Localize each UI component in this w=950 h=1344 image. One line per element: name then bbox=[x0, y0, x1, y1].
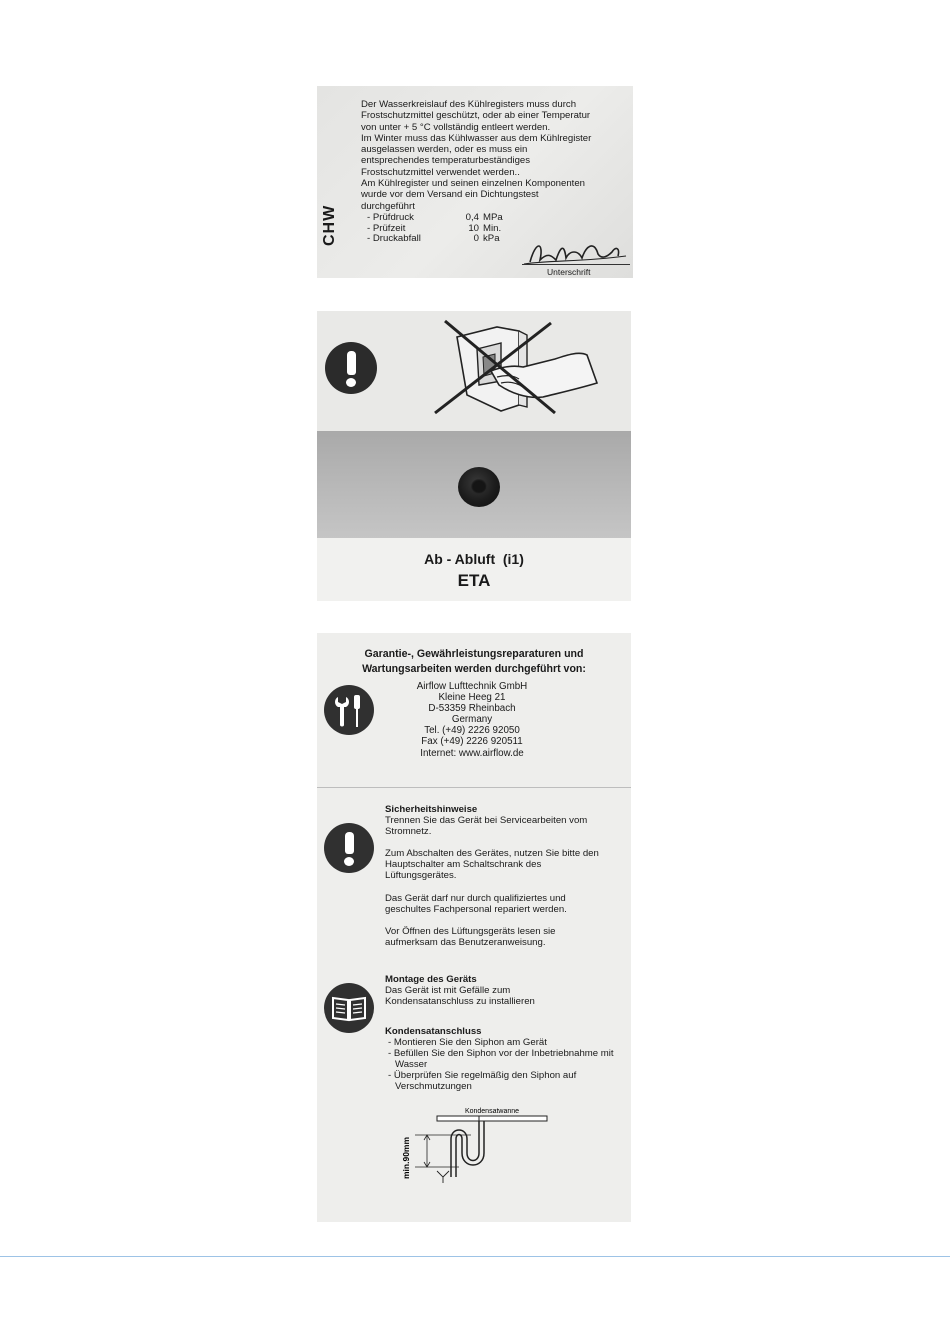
safety-line: Stromnetz. bbox=[385, 826, 432, 838]
signature-line bbox=[522, 264, 630, 265]
address-line: Fax (+49) 2226 920511 bbox=[421, 736, 523, 748]
montage-line: Das Gerät ist mit Gefälle zum bbox=[385, 985, 511, 997]
safety-line: Hauptschalter am Schaltschrank des bbox=[385, 859, 542, 871]
param-value: 0 bbox=[473, 233, 479, 244]
safety-line: Zum Abschalten des Gerätes, nutzen Sie bitte den bbox=[385, 848, 599, 860]
condensate-item: - Überprüfen Sie regelmäßig den Siphon auf Verschmutzungen bbox=[388, 1070, 577, 1093]
chw-line: Der Wasserkreislauf des Kühlregisters muss durch bbox=[361, 99, 577, 110]
address-line: Airflow Lufttechnik GmbH bbox=[416, 681, 528, 692]
tools-icon bbox=[324, 685, 374, 735]
service-label bbox=[317, 633, 631, 1222]
chw-line: durchgeführt bbox=[361, 200, 415, 212]
chw-line: ausgelassen werden, oder es muss ein bbox=[361, 144, 528, 156]
param-name: - Prüfzeit bbox=[367, 222, 406, 234]
service-heading-line: Garantie-, Gewährleistungsreparaturen und bbox=[364, 648, 584, 660]
chw-label bbox=[317, 86, 633, 278]
montage-title: Montage des Geräts bbox=[385, 974, 477, 985]
chw-line: Frostschutzmittel geschützt, oder ab einer Temperatur bbox=[361, 110, 591, 122]
condensate-title: Kondensatanschluss bbox=[385, 1026, 482, 1037]
safety-line: Das Gerät darf nur durch qualifiziertes und bbox=[385, 892, 566, 904]
book-icon bbox=[324, 983, 374, 1033]
page-bottom-rule bbox=[0, 1256, 950, 1257]
warning-icon bbox=[324, 823, 374, 873]
condensate-item: - Befüllen Sie den Siphon vor der Inbetriebnahme mit Wasser bbox=[388, 1048, 614, 1071]
warning-icon bbox=[325, 342, 377, 394]
service-address bbox=[377, 681, 567, 759]
safety-line: Vor Öffnen des Lüftungsgeräts lesen sie bbox=[385, 925, 556, 937]
exhaust-title: Ab - Abluft (i1) bbox=[424, 551, 524, 567]
param-name: - Druckabfall bbox=[367, 233, 421, 244]
montage-notes bbox=[385, 974, 631, 1007]
chw-text bbox=[361, 99, 629, 212]
no-hand-pictogram bbox=[427, 319, 607, 415]
param-value: 0,4 bbox=[465, 212, 479, 223]
eta-label bbox=[317, 311, 631, 601]
section-divider bbox=[317, 787, 631, 788]
safety-notes bbox=[385, 804, 631, 948]
chw-line: entsprechendes temperaturbeständiges bbox=[361, 155, 531, 167]
param-value: 10 bbox=[468, 222, 479, 234]
montage-line: Kondensatanschluss zu installieren bbox=[385, 996, 535, 1008]
param-row bbox=[367, 234, 503, 245]
signature-label: Unterschrift bbox=[547, 267, 591, 277]
safety-line: Trennen Sie das Gerät bei Servicearbeiten vom bbox=[385, 815, 588, 827]
eta-caption bbox=[317, 538, 631, 601]
pan-label: Kondensatwanne bbox=[464, 1108, 520, 1115]
chw-line: Am Kühlregister und seinen einzelnen Komponenten bbox=[361, 178, 586, 190]
duct-knob bbox=[458, 467, 500, 507]
safety-line: aufmerksam das Benutzeranweisung. bbox=[385, 936, 546, 948]
eta-code: ETA bbox=[457, 571, 491, 590]
eta-pictogram-area bbox=[317, 311, 631, 431]
safety-line: Lüftungsgerätes. bbox=[385, 870, 457, 882]
chw-side-title: CHW bbox=[321, 204, 338, 246]
siphon-diagram bbox=[397, 1105, 557, 1185]
address-line: Germany bbox=[451, 714, 493, 726]
condensate-notes bbox=[385, 1026, 631, 1093]
duct-panel bbox=[317, 431, 631, 538]
safety-title: Sicherheitshinweise bbox=[385, 804, 478, 815]
condensate-item: - Montieren Sie den Siphon am Gerät bbox=[388, 1037, 547, 1049]
service-heading-line: Wartungsarbeiten werden durchgeführt von: bbox=[362, 663, 586, 675]
chw-line: wurde vor dem Versand ein Dichtungstest bbox=[361, 189, 539, 201]
chw-line: Frostschutzmittel verwendet werden.. bbox=[361, 166, 520, 178]
address-line: Kleine Heeg 21 bbox=[438, 692, 506, 704]
address-line: D-53359 Rheinbach bbox=[428, 703, 516, 715]
address-line: Internet: www.airflow.de bbox=[420, 747, 524, 759]
test-parameters bbox=[367, 213, 503, 245]
chw-line: von unter + 5 °C vollständig entleert werden. bbox=[361, 121, 551, 133]
param-unit: MPa bbox=[483, 212, 503, 223]
param-row bbox=[367, 213, 503, 224]
service-heading bbox=[317, 647, 631, 677]
chw-line: Im Winter muss das Kühlwasser aus dem Kühlregister bbox=[361, 132, 592, 144]
param-name: - Prüfdruck bbox=[367, 212, 414, 223]
param-unit: kPa bbox=[483, 233, 500, 244]
safety-line: geschultes Fachpersonal repariert werden. bbox=[385, 903, 567, 915]
height-label: min.90mm bbox=[401, 1136, 411, 1179]
param-unit: Min. bbox=[483, 222, 502, 234]
address-line: Tel. (+49) 2226 92050 bbox=[424, 725, 520, 737]
